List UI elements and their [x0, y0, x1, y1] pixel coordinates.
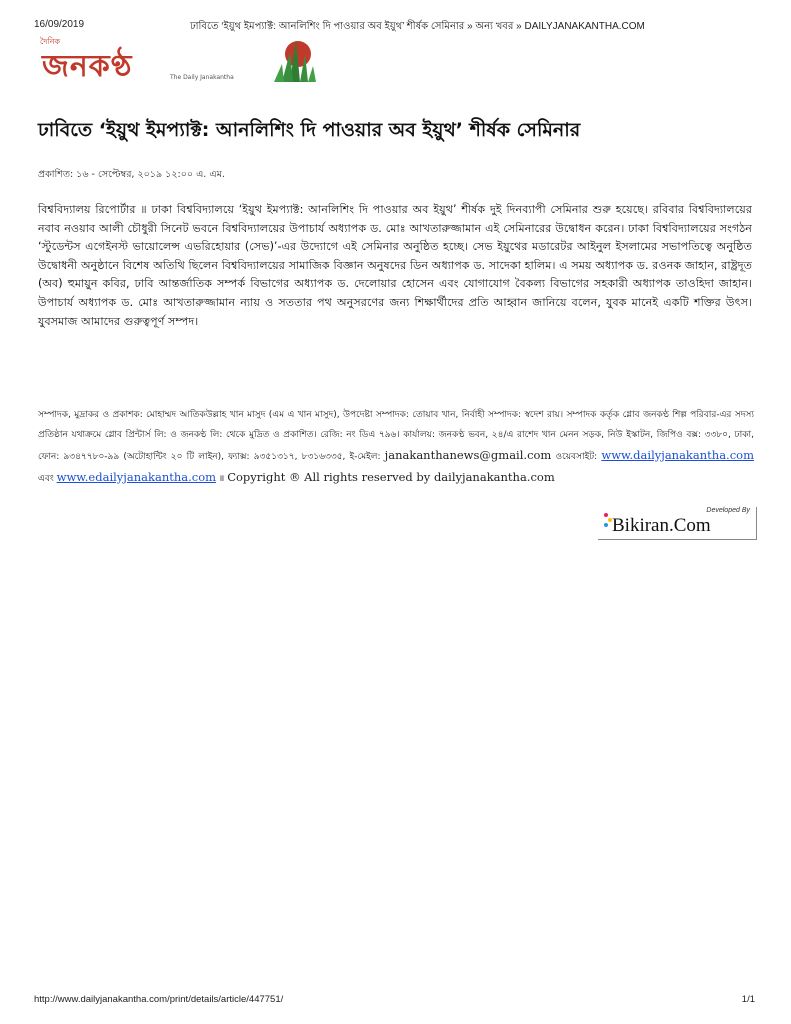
published-date: প্রকাশিত: ১৬ - সেপ্টেম্বর, ২০১৯ ১২:০০ এ. এম.	[38, 169, 225, 180]
footer-website-link[interactable]: www.dailyjanakantha.com	[601, 448, 754, 462]
janakantha-logo	[40, 36, 305, 86]
article-body: বিশ্ববিদ্যালয় রিপোর্টার ॥ ঢাকা বিশ্ববিদ্যালয়ে ‘ইয়ুথ ইমপ্যাক্ট: আনলিশিং দি পাওয়ার অব ইয়ুথ’ শীর্ষক দুই দিনব্যাপী সেমিনার শুরু হয়েছে। রবিবার বিশ্ববিদ্যালয়ের নবাব নওয়াব আলী চৌধুরী সিনেট ভবনে বিশ্ববিদ্যালয়ের উপাচার্য অধ্যাপক ড. মোঃ আখতারুজ্জামান এই সেমিনারের উদ্বোধন করেন। ঢাকা বিশ্ববিদ্যালয়ের সংগঠন ‘স্টুডেন্টস এগেইনস্ট ভায়োলেন্স এভরিহোয়ার (সেভ)’-এর উদ্যোগে এই সেমিনার অনুষ্ঠিত হচ্ছে। সেভ ইয়ুথের মডারেটর আইনুল ইসলামের সভাপতিত্বে অনুষ্ঠিত উদ্বোধনী অনুষ্ঠানে বিশেষ অতিথি ছিলেন বিশ্ববিদ্যালয়ের সামাজিক বিজ্ঞান অনুষদের ডিন অধ্যাপক ড. সাদেকা হালিম। এ সময় অধ্যাপক ড. রওনক জাহান, রাষ্ট্রদূত (অব) হুমায়ুন কবির, ঢাবি আন্তর্জাতিক সম্পর্ক বিভাগের অধ্যাপক ড. দেলোয়ার হোসেন এবং যোগাযোগ বৈকল্য বিভাগের সহকারী অধ্যাপক তাওহিদা জাহান। উপাচার্য অধ্যাপক ড. মোঃ আখতারুজ্জামান ন্যায় ও সততার পথ অনুসরণের জন্য শিক্ষার্থীদের প্রতি আহ্বান জানিয়ে বলেন, যুবক মানেই একটি শক্তির উৎস। যুবসমাজ আমাদের গুরুত্বপূর্ণ সম্পদ।	[38, 203, 752, 328]
print-date: 16/09/2019	[34, 19, 85, 30]
developer-badge[interactable]	[598, 507, 757, 540]
footer-copyright: Copyright ® All rights reserved by dailyjanakantha.com	[227, 470, 555, 484]
print-page-title: ঢাবিতে ‘ইয়ুথ ইমপ্যাক্ট: আনলিশিং দি পাওয়ার অব ইয়ুথ’ শীর্ষক সেমিনার » অন্য খবর » DAILYJANAKANTHA.COM	[190, 21, 645, 32]
logo-name: জনকণ্ঠ	[42, 49, 133, 84]
footer-credits	[38, 405, 754, 489]
footer-email: janakanthanews@gmail.com	[384, 448, 552, 462]
footer-credits-text: সম্পাদক, মুদ্রাকর ও প্রকাশক: মোহাম্মদ আতিকউল্লাহ খান মাসুদ (এম এ খান মাসুদ), উপদেষ্টা সম্পাদক: তোয়াব খান, নির্বাহী সম্পাদক: স্বদেশ রায়। সম্পাদক কর্তৃক গ্লোব জনকণ্ঠ শিল্প পরিবার-এর সদস্য প্রতিষ্ঠান যথাক্রমে গ্লোব প্রিন্টার্স লি: ও জনকণ্ঠ লি: থেকে মুদ্রিত ও প্রকাশিত। রেজি: নং ডিএ ৭৯৬। কার্যালয়: জনকণ্ঠ ভবন, ২৪/এ রাশেদ খান মেনন সড়ক, নিউ ইস্কাটন, জিপিও বক্স: ৩৩৮০, ঢাকা, ফোন: ৯৩৪৭৭৮০-৯৯ (অটোহান্টিং ২০ টি লাইন), ফ্যাক্স: ৯৩৫১৩১৭, ৮৩১৬৩৩৫, ই-মেইল:	[38, 410, 754, 462]
developer-label: Developed By	[706, 507, 750, 514]
footer-website-label: ওয়েবসাইট:	[555, 452, 598, 462]
footer-and-word: এবং	[38, 474, 54, 484]
print-url: http://www.dailyjanakantha.com/print/details/article/447751/	[34, 994, 284, 1005]
page-number: 1/1	[741, 994, 755, 1005]
bikiran-dots-icon	[604, 513, 612, 533]
logo-top-text: দৈনিক	[40, 37, 61, 46]
article-headline: ঢাবিতে ‘ইয়ুথ ইমপ্যাক্ট: আনলিশিং দি পাওয়ার অব ইয়ুথ’ শীর্ষক সেমিনার	[38, 119, 581, 141]
martyr-monument-icon	[260, 36, 320, 84]
footer-separator: ॥	[218, 474, 225, 484]
logo-tagline: The Daily Janakantha	[170, 74, 234, 81]
developer-name: Bikiran.Com	[612, 515, 711, 536]
footer-edaily-link[interactable]: www.edailyjanakantha.com	[56, 470, 217, 484]
